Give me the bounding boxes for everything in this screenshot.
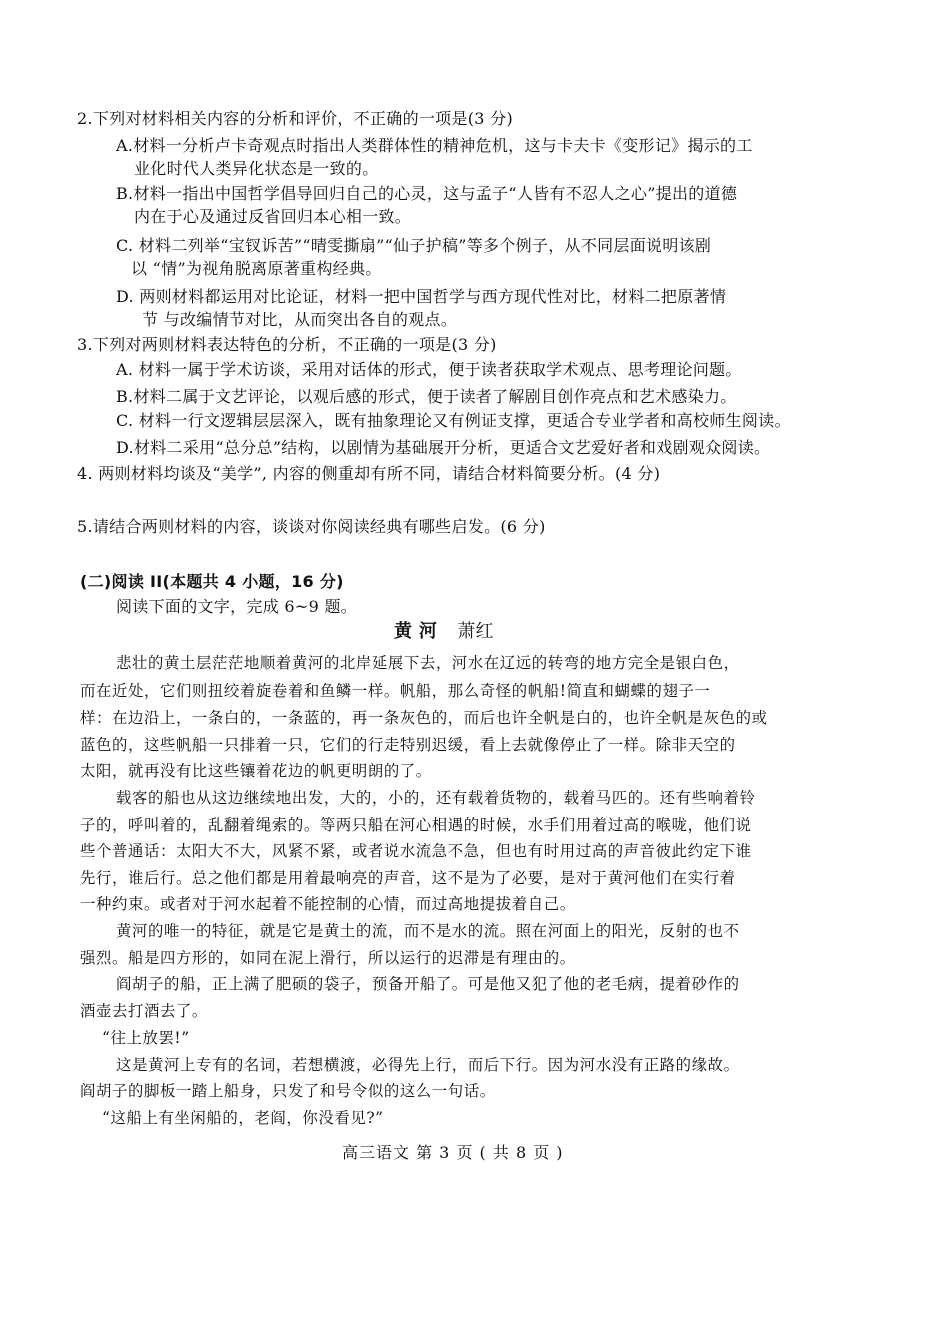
passage-line: 子的，呼叫着的，乱翻着绳索的。等两只船在河心相遇的时候，水手们用着过高的喉咙，他们说 — [80, 816, 752, 834]
passage-line: 载客的船也从这边继续地出发，大的，小的，还有载着货物的，载着马匹的。还有些响着铃 — [116, 789, 756, 807]
q3-option-c: C. 材料一行文逻辑层层深入，既有抽象理论又有例证支撑，更适合专业学者和高校师生阅读。 — [116, 411, 791, 430]
section-instruction: 阅读下面的文字，完成 6~9 题。 — [116, 597, 358, 616]
passage-line: 太阳，就再没有比这些镶着花边的帆更明朗的了。 — [80, 762, 432, 780]
q3-option-a: A. 材料一属于学术访谈，采用对话体的形式，便于读者获取学术观点、思考理论问题。 — [116, 360, 742, 379]
passage-title: 黄 河 — [394, 621, 438, 642]
q2-option-d-line1: D. 两则材料都运用对比论证，材料一把中国哲学与西方现代性对比，材料二把原著情 — [116, 287, 727, 306]
passage-line: 而在近处，它们则扭绞着旋卷着和鱼鳞一样。帆船，那么奇怪的帆船!简直和蝴蝶的翅子一 — [80, 682, 711, 700]
passage-line: 黄河的唯一的特征，就是它是黄土的流，而不是水的流。照在河面上的阳光，反射的也不 — [116, 922, 740, 940]
passage-line: 一种约束。或者对于河水起着不能控制的心情，而过高地提拔着自己。 — [80, 895, 576, 913]
q2-option-b-line2: 内在于心及通过反省回归本心相一致。 — [134, 207, 412, 226]
q4-stem: 4. 两则材料均谈及“美学”, 内容的侧重却有所不同，请结合材料简要分析。(4 分) — [77, 464, 661, 483]
section-heading: (二)阅读 II(本题共 4 小题，16 分) — [80, 572, 344, 591]
q2-option-c-line1: C. 材料二列举“宝钗诉苦”“晴雯撕扇”“仙子护稿”等多个例子，从不同层面说明该剧 — [116, 236, 712, 255]
passage-line: “往上放罢!” — [102, 1029, 190, 1047]
passage-line: 酒壶去打酒去了。 — [80, 1002, 208, 1020]
passage-line: 悲壮的黄土层茫茫地顺着黄河的北岸延展下去，河水在辽远的转弯的地方完全是银白色， — [116, 654, 740, 672]
q2-option-b-line1: B.材料一指出中国哲学倡导回归自己的心灵，这与孟子“人皆有不忍人之心”提出的道德 — [116, 184, 738, 203]
passage-line: 蓝色的，这些帆船一只排着一只，它们的行走特别迟缓，看上去就像停止了一样。除非天空的 — [80, 736, 736, 754]
passage-title-block — [394, 621, 494, 643]
q2-stem: 2.下列对材料相关内容的分析和评价，不正确的一项是(3 分) — [77, 109, 514, 128]
q2-option-d-line2: 节 与改编情节对比，从而突出各自的观点。 — [142, 310, 458, 329]
passage-line: 先行，谁后行。总之他们都是用着最响亮的声音，这不是为了必要，是对于黄河他们在实行着 — [80, 869, 736, 887]
q2-option-a-line1: A.材料一分析卢卡奇观点时指出人类群体性的精神危机，这与卡夫卡《变形记》揭示的工 — [116, 136, 753, 155]
q3-option-d: D.材料二采用“总分总”结构，以剧情为基础展开分析，更适合文艺爱好者和戏剧观众阅读。 — [116, 438, 771, 457]
passage-author: 萧红 — [457, 621, 494, 642]
passage-line: 样：在边沿上，一条白的，一条蓝的，再一条灰色的，而后也许全帆是白的，也许全帆是灰色的或 — [80, 709, 768, 727]
q3-option-b: B.材料二属于文艺评论，以观后感的形式，便于读者了解剧目创作亮点和艺术感染力。 — [116, 387, 737, 406]
passage-line: 这是黄河上专有的名词，若想横渡，必得先上行，而后下行。因为河水没有正路的缘故。 — [116, 1056, 740, 1074]
q2-option-a-line2: 业化时代人类异化状态是一致的。 — [134, 159, 379, 178]
q5-stem: 5.请结合两则材料的内容，谈谈对你阅读经典有哪些启发。(6 分) — [77, 517, 546, 536]
passage-line: 些个普通话：太阳大不大，风紧不紧，或者说水流急不急，但也有时用过高的声音彼此约定下谁 — [80, 842, 752, 860]
passage-line: 强烈。船是四方形的，如同在泥上滑行，所以运行的迟滞是有理由的。 — [80, 949, 576, 967]
q3-stem: 3.下列对两则材料表达特色的分析，不正确的一项是(3 分) — [77, 335, 497, 354]
page-footer: 高三语文 第 3 页 ( 共 8 页 ) — [342, 1143, 564, 1162]
q2-option-c-line2: 以 “情”为视角脱离原著重构经典。 — [131, 259, 382, 278]
passage-line: “这船上有坐闲船的，老阎，你没看见?” — [102, 1109, 384, 1127]
passage-line: 阎胡子的脚板一踏上船身，只发了和号令似的这么一句话。 — [80, 1082, 496, 1100]
passage-line: 阎胡子的船，正上满了肥硕的袋子，预备开船了。可是他又犯了他的老毛病，提着砂作的 — [116, 975, 740, 993]
